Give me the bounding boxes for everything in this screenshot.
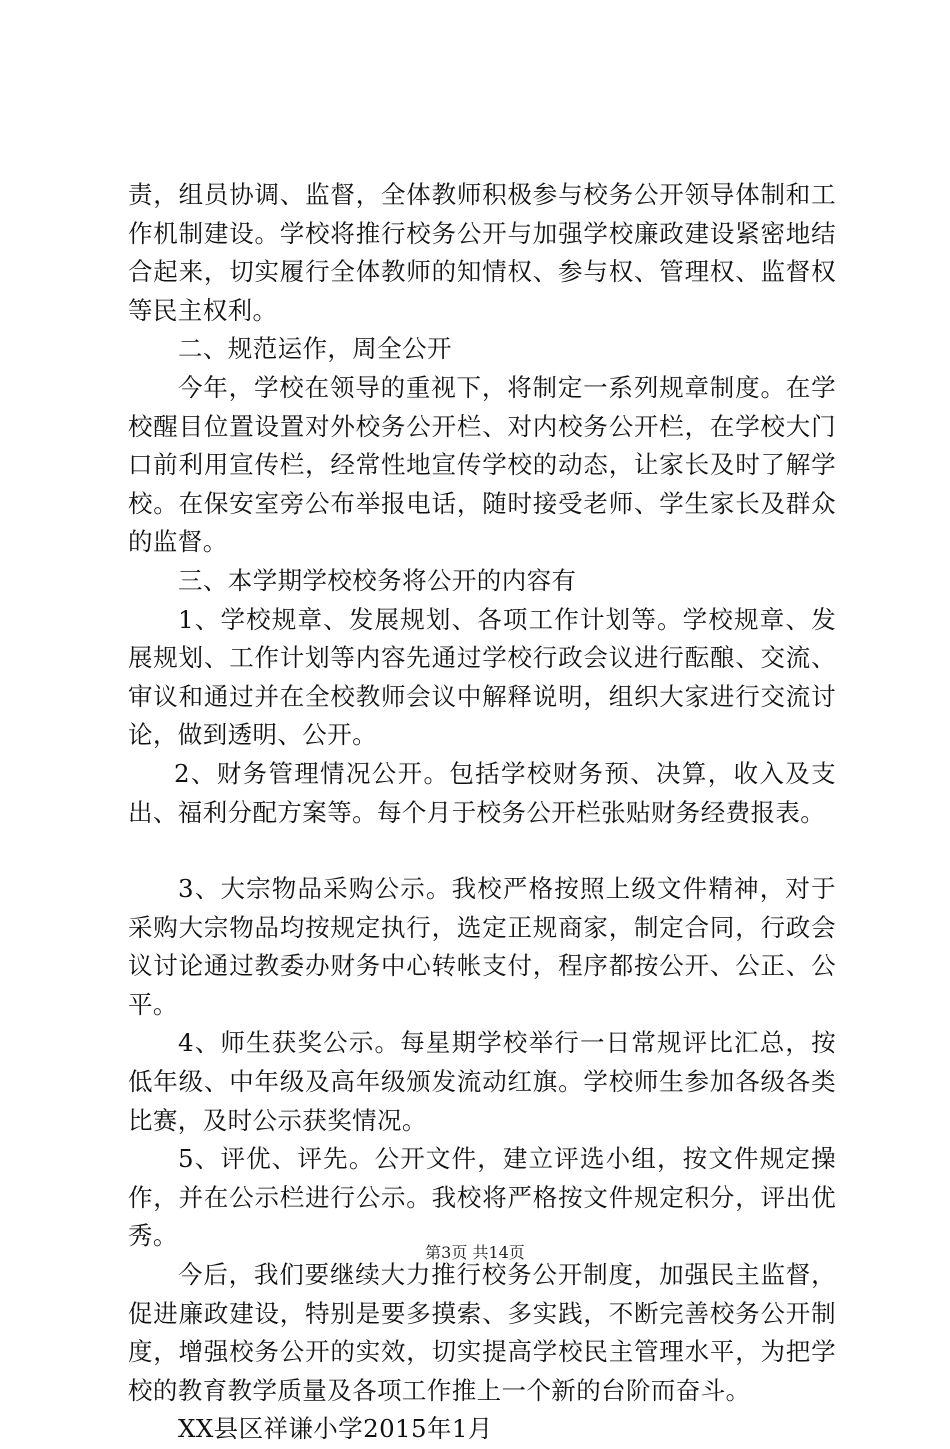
list-item-4: 4、师生获奖公示。每星期学校举行一日常规评比汇总，按低年级、中年级及高年级颁发流动红旗。学校师生参加各级各类比赛，及时公示获奖情况。	[128, 1028, 836, 1135]
paragraph-operation: 今年，学校在领导的重视下，将制定一系列规章制度。在学校醒目位置设置对外校务公开栏、对内校务公开栏，在学校大门口前利用宣传栏，经常性地宣传学校的动态，让家长及时了解学校。在保安室旁公布举报电话，随时接受老师、学生家长及群众的监督。	[128, 372, 836, 557]
section-heading-2: 二、规范运作，周全公开	[178, 334, 452, 364]
list-item-5: 5、评优、评先。公开文件，建立评选小组，按文件规定操作，并在公示栏进行公示。我校将严格按文件规定积分，评出优秀。	[128, 1144, 836, 1251]
list-item-2: 2、财务管理情况公开。包括学校财务预、决算，收入及支出、福利分配方案等。每个月于校务公开栏张贴财务经费报表。	[128, 758, 836, 827]
list-item-1: 1、学校规章、发展规划、各项工作计划等。学校规章、发展规划、工作计划等内容先通过学校行政会议进行酝酿、交流、审议和通过并在全校教师会议中解释说明，组织大家进行交流讨论，做到透明、公开。	[128, 604, 836, 750]
page-number-footer: 第3页 共14页	[425, 1243, 525, 1262]
section-heading-3: 三、本学期学校校务将公开的内容有	[178, 565, 577, 595]
paragraph-conclusion: 今后，我们要继续大力推行校务公开制度，加强民主监督，促进廉政建设，特别是要多摸索、多实践，不断完善校务公开制度，增强校务公开的实效，切实提高学校民主管理水平，为把学校的教育教学质量及各项工作推上一个新的台阶而奋斗。	[128, 1260, 836, 1405]
paragraph-responsibility: 责，组员协调、监督，全体教师积极参与校务公开领导体制和工作机制建设。学校将推行校务公开与加强学校廉政建设紧密地结合起来，切实履行全体教师的知情权、参与权、管理权、监督权等民主权利。	[128, 180, 836, 325]
signature-date: XX县区祥谦小学2015年1月	[178, 1414, 493, 1444]
list-item-3: 3、大宗物品采购公示。我校严格按照上级文件精神，对于采购大宗物品均按规定执行，选定正规商家，制定合同，行政会议讨论通过教委办财务中心转帐支付，程序都按公开、公正、公平。	[128, 874, 836, 1019]
